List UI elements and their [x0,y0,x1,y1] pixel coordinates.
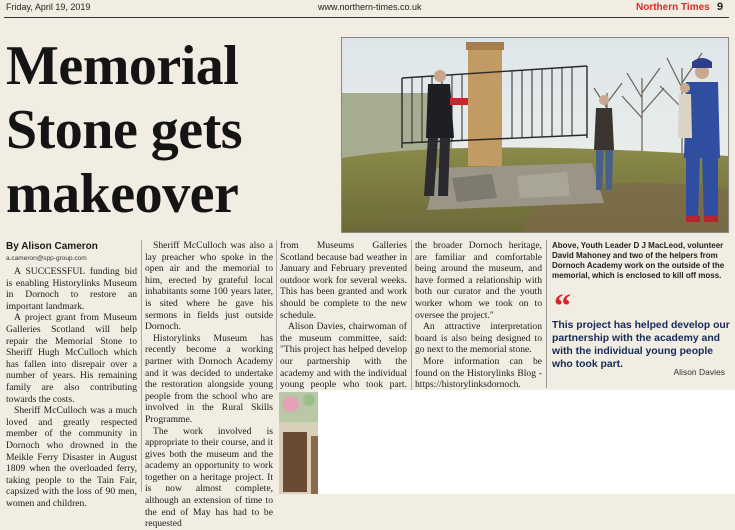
byline-email: a.cameron@spp-group.com [6,255,87,262]
article-column-3 [280,240,407,402]
article-column-4 [415,240,542,402]
article-column-2 [145,240,273,530]
paper-fold-overlay [318,390,735,494]
memorial-photo-illustration [342,38,728,232]
paragraph: the broader Dornoch heritage, are familiar and comfortable being around the museum, and have formed a relationship with both our curator and the youth worker whom we took on to oversee the project." [415,240,542,321]
paper-name: Northern Times [636,2,710,13]
paragraph: A SUCCESSFUL funding bid is enabling Historylinks Museum in Dornoch to restore an important landmark. [6,266,137,312]
headline [6,34,336,226]
paragraph: The work involved is appropriate to their course, and it gives both the museum and the academy an opportunity to work together on a heritage project. It is now almost complete, although an extension of time to the end of May has had to be requested [145,425,273,530]
website-url: www.northern-times.co.uk [318,2,422,12]
paragraph: Sheriff McCulloch was a much loved and greatly respected member of the community in Dornoch who drowned in the Meikle Ferry Disaster in August 1809 when the overloaded ferry, taking people to the Tain Fair, capsized with the loss of 90 men, women and children. [6,405,137,509]
issue-date: Friday, April 19, 2019 [6,2,91,12]
paragraph: from Museums Galleries Scotland because bad weather in January and February prevented outdoor work for several weeks. This has been granted and work should be complete to the new schedule. [280,240,407,321]
column-divider [141,240,142,492]
quote-mark-icon: “ [554,288,571,325]
headline-line-1: Memorial [6,35,239,97]
column-divider [276,240,277,390]
article-photo [341,37,729,233]
paragraph: Historylinks Museum has recently become a working partner with Dornoch Academy and it was decided to undertake the restoration alongside young people from the school who are involved in the Rural Skills Programme. [145,332,273,425]
headline-line-2: Stone gets [6,99,243,161]
article-column-1 [6,266,137,509]
pull-quote-attribution: Alison Davies [673,367,725,377]
paragraph: Alison Davies, chairwoman of the museum committee, said: "This project has helped develop our partnership with the academy and with the individual young people who took part. [280,321,407,391]
paragraph: Sheriff McCulloch was also a lay preacher who spoke in the open air and the memorial to him, erected by grateful local inhabitants some 100 years later, is sited where he gave his sermons in fields just outside Dornoch. [145,240,273,333]
photo-caption: Above, Youth Leader D J MacLeod, volunteer David Mahoney and two of the helpers from Dornoch Academy work on the outside of the memorial, which is enclosed to kill off moss. [552,241,725,280]
byline-author: By Alison Cameron [6,241,98,252]
header-rule [4,17,729,18]
paragraph: A project grant from Museum Galleries Scotland will help repair the Memorial Stone to Sheriff Hugh McCulloch which has fallen into disrepair over a number of years. His remaining family are also contributing towards the costs. [6,312,137,405]
paragraph: More information can be found on the Historylinks Blog - https://historylinksdornoch. [415,355,542,391]
column-divider [411,240,412,390]
paragraph: An attractive interpretation board is also being designed to go next to the memorial stone. [415,321,542,356]
pull-quote: This project has helped develop our partnership with the academy and with the individual young people who took part. [552,320,730,370]
headline-line-3: makeover [6,163,239,225]
page-number: 9 [717,1,724,13]
sidebar-divider [546,240,547,388]
